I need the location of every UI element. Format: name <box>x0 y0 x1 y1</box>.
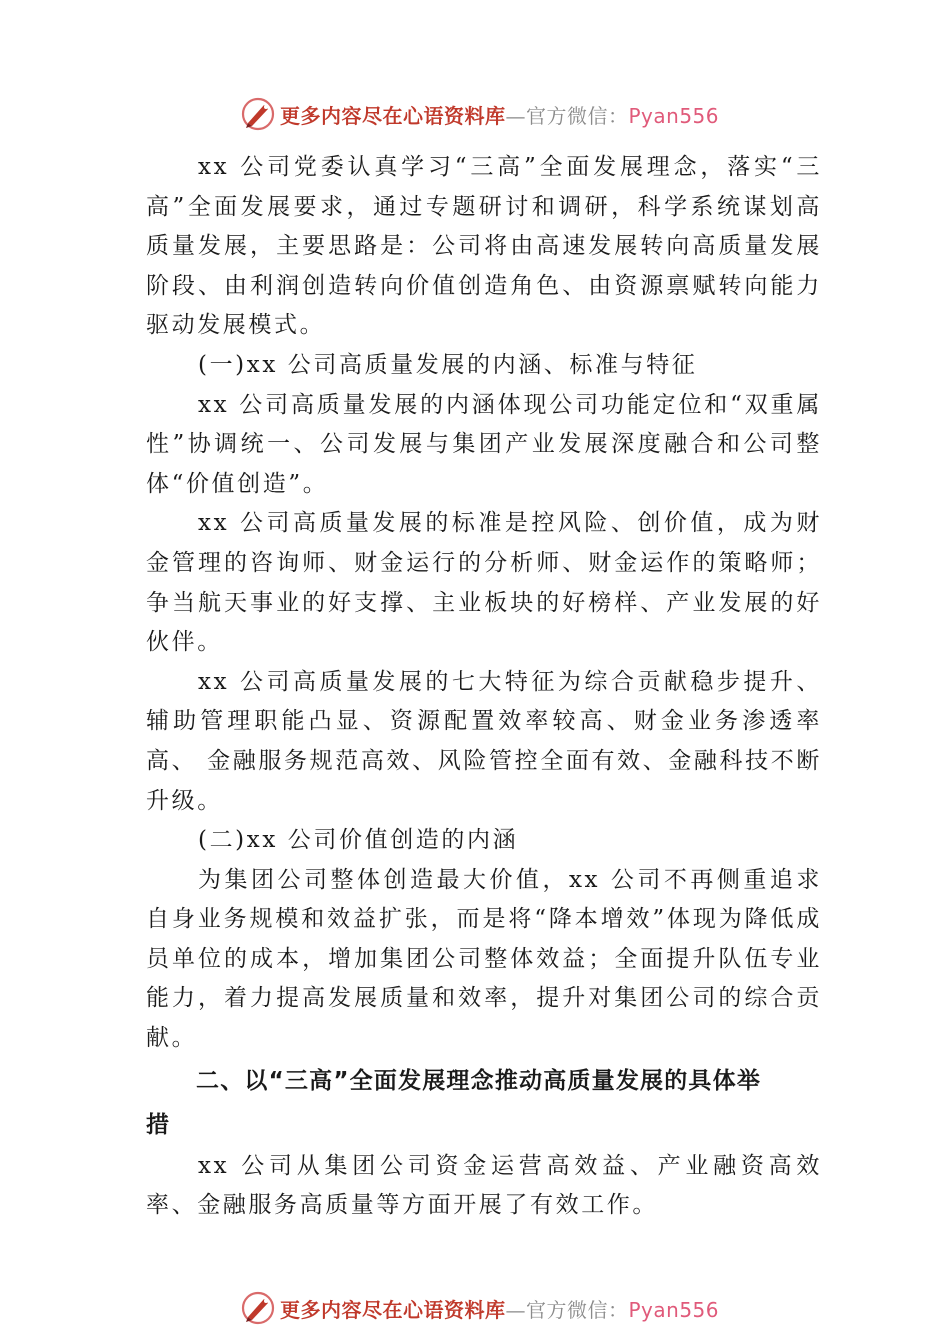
watermark-separator: — <box>505 1297 526 1322</box>
subheading-2: (二)xx 公司价值创造的内涵 <box>198 827 519 854</box>
subheading-1: (一)xx 公司高质量发展的内涵、标准与特征 <box>198 351 698 378</box>
document-body <box>146 148 822 1226</box>
watermark-footer <box>240 1288 760 1328</box>
paragraph-3: xx 公司高质量发展的标准是控风险、创价值，成为财金管理的咨询师、财金运行的分析师、财金运作的策略师；争当航天事业的好支撑、主业板块的好榜样、产业发展的好伙伴。 <box>146 510 822 656</box>
pen-nib-logo-icon <box>240 96 276 132</box>
paragraph-1: xx 公司党委认真学习“三高”全面发展理念，落实“三高”全面发展要求，通过专题研讨和调研，科学系统谋划高质量发展，主要思路是：公司将由高速发展转向高质量发展阶段、由利润创造转向价值创造角色、由资源禀赋转向能力驱动发展模式。 <box>146 154 822 339</box>
watermark-wechat-label: 官方微信： <box>526 1297 629 1322</box>
paragraph-2: xx 公司高质量发展的内涵体现公司功能定位和“双重属性”协调统一、公司发展与集团产业发展深度融合和公司整体“价值创造”。 <box>146 391 822 497</box>
watermark-wechat-id: Pyan556 <box>628 103 720 128</box>
watermark-wechat-label: 官方微信： <box>526 103 629 128</box>
watermark-brand: 更多内容尽在心语资料库 <box>280 1297 506 1322</box>
paragraph-4: xx 公司高质量发展的七大特征为综合贡献稳步提升、辅助管理职能凸显、资源配置效率较高、财金业务渗透率高、 金融服务规范高效、风险管控全面有效、金融科技不断升级。 <box>146 668 822 814</box>
watermark-brand: 更多内容尽在心语资料库 <box>280 103 506 128</box>
watermark-header <box>240 94 760 134</box>
watermark-text <box>280 1294 719 1323</box>
paragraph-6: xx 公司从集团公司资金运营高效益、产业融资高效率、金融服务高质量等方面开展了有效工作。 <box>146 1152 822 1219</box>
watermark-text <box>280 100 719 129</box>
section-heading-2: 二、以“三高”全面发展理念推动高质量发展的具体举措 <box>146 1067 762 1138</box>
pen-nib-logo-icon <box>240 1290 276 1326</box>
watermark-wechat-id: Pyan556 <box>628 1297 720 1322</box>
watermark-separator: — <box>505 103 526 128</box>
paragraph-5: 为集团公司整体创造最大价值，xx 公司不再侧重追求自身业务规模和效益扩张，而是将“降本增效”体现为降低成员单位的成本，增加集团公司整体效益；全面提升队伍专业能力，着力提高发展质量和效率，提升对集团公司的综合贡献。 <box>146 866 822 1052</box>
